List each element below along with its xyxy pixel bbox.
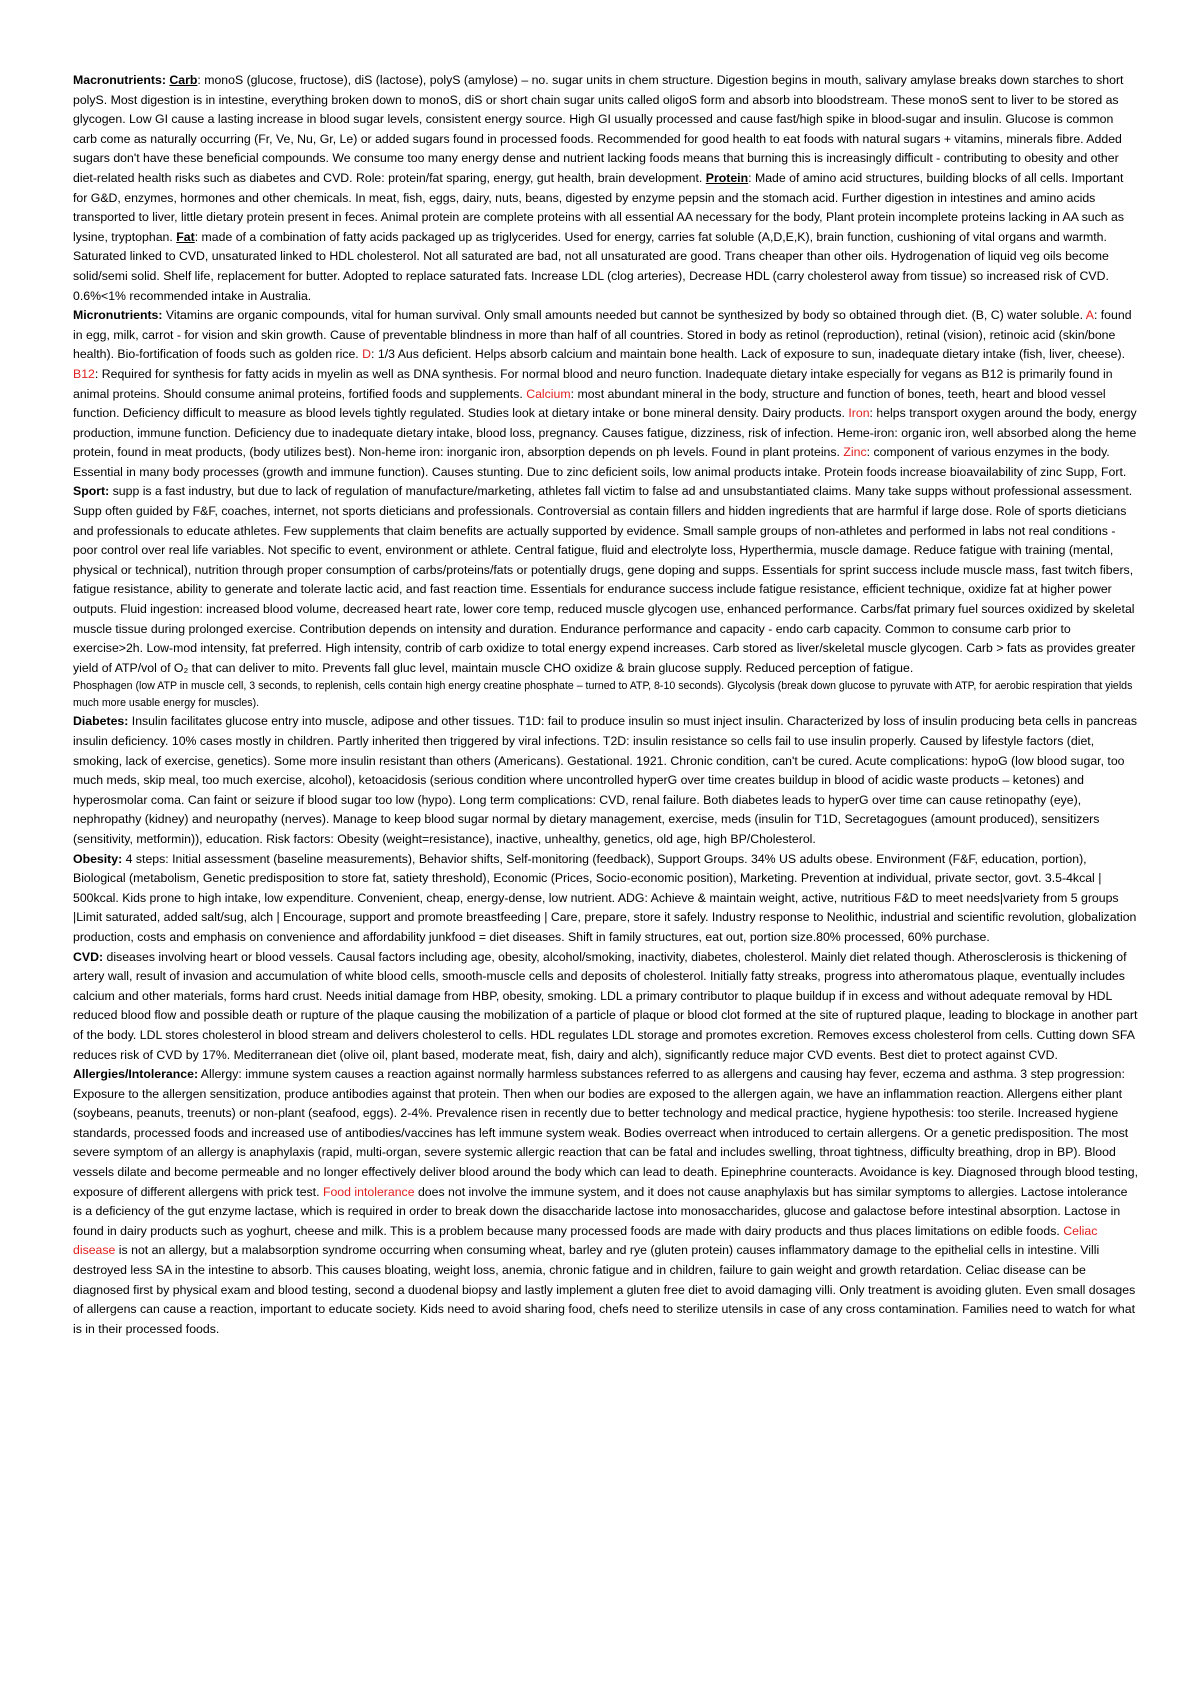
heading-obesity: Obesity:: [73, 851, 123, 866]
text-protein: : Made of amino acid structures, building blocks of all cells. Important for G&D, enzymes, hormones and other chemicals. In meat, fish, eggs, dairy, nuts, beans, digested by enzyme pepsin and the stomach acid. Further digestion in intestines and amino acids transported to liver, little dietary protein present in feces. Animal protein are complete proteins with all essential AA necessary for the body, Plant protein incomplete proteins lacking in AA such as lysine, tryptophan.: [73, 170, 1125, 244]
heading-cvd: CVD:: [73, 949, 104, 964]
section-diabetes: [73, 712, 1139, 849]
label-food-intolerance: Food intolerance: [322, 1184, 415, 1199]
text-energy-systems: Phosphagen (low ATP in muscle cell, 3 seconds, to replenish, cells contain high energy creatine phosphate – turned to ATP, 8-10 seconds). Glycolysis (break down glucose to pyruvate with ATP, for aerobic respiration that yields much more usable energy for muscles).: [73, 680, 1133, 710]
text-sport: supp is a fast industry, but due to lack of regulation of manufacture/marketing, athletes fall victim to false ad and unsubstantiated claims. Many take supps without professional assessment. Supp often guided by F&F, coaches, internet, not sports dieticians and professionals. Controversial as contain fillers and hidden ingredients that are harmful if large dose. Role of sports dieticians and professionals to educate athletes. Few supplements that claim benefits are actually supported by evidence. Small sample groups of non-athletes and performed in labs not real conditions - poor control over real life variables. Not specific to event, environment or athlete. Central fatigue, fluid and electrolyte loss, Hyperthermia, muscle damage. Reduce fatigue with training (mental, physical or technical), nutrition through proper consumption of carbs/proteins/fats or potentially drugs, gene doping and supps. Essentials for sprint success include muscle mass, fast twitch fibers, fatigue resistance, ability to generate and tolerate lactic acid, and fast reaction time. Essentials for endurance success include fatigue resistance, efficient technique, oxidize fat at higher power outputs. Fluid ingestion: increased blood volume, decreased heart rate, lower core temp, reduced muscle glycogen use, enhanced performance. Carbs/fat primary fuel sources oxidized by skeletal muscle tissue during prolonged exercise. Contribution depends on intensity and duration. Endurance performance and capacity - endo carb capacity. Common to consume carb prior to exercise>2h. Low-mod intensity, fat preferred. High intensity, contrib of carb oxidize to total energy expend increases. Carb stored as liver/skeletal muscle glycogen. Carb > fats as provides greater yield of ATP/vol of O₂ that can deliver to mito. Prevents fall gluc level, maintain muscle CHO oxidize & brain glucose supply. Reduced perception of fatigue.: [73, 484, 1136, 675]
text-vitamin-a: : found in egg, milk, carrot - for vision and skin growth. Cause of preventable blindness in more than half of all countries. Stored in body as retinol (reproduction), retinal (vision), retinoic acid (skin/bone health). Bio-fortification of foods such as golden rice.: [73, 308, 1132, 362]
section-sport-energy-systems: [73, 678, 1139, 712]
text-fat: : made of a combination of fatty acids packaged up as triglycerides. Used for energy, carries fat soluble (A,D,E,K), brain function, cushioning of vital organs and warmth. Saturated linked to CVD, unsaturated linked to HDL cholesterol. Not all saturated are bad, not all unsaturated are good. Trans cheaper than other oils. Hydrogenation of liquid veg oils become solid/semi solid. Shelf life, replacement for butter. Adopted to replace saturated fats. Increase LDL (clog arteries), Decrease HDL (carry cholesterol away from tissue) so increased risk of CVD. 0.6%<1% recommended intake in Australia.: [73, 229, 1109, 303]
label-protein: Protein: [705, 170, 749, 185]
section-sport: [73, 482, 1139, 678]
label-fat: Fat: [176, 229, 195, 244]
text-carb: : monoS (glucose, fructose), diS (lactose), polyS (amylose) – no. sugar units in chem structure. Digestion begins in mouth, salivary amylase breaks down starches to short polyS. Most digestion is in intestine, everything broken down to monoS, diS or short chain sugar units called oligoS form and absorb into bloodstream. These monoS sent to liver to be stored as glycogen. Low GI cause a lasting increase in blood sugar levels, consistent energy source. High GI usually processed and cause fast/high spike in blood-sugar and insulin. Glucose is common carb come as naturally occurring (Fr, Ve, Nu, Gr, Le) or added sugars found in processed foods. Recommended for good health to eat foods with natural sugars + vitamins, minerals fibre. Added sugars don't have these beneficial compounds. We consume too many energy dense and nutrient lacking foods means that burning this is increasingly difficult - contributing to obesity and other diet-related health risks such as diabetes and CVD. Role: protein/fat sparing, energy, gut health, brain development.: [73, 73, 1124, 185]
text-vitamin-d: : 1/3 Aus deficient. Helps absorb calcium and maintain bone health. Lack of exposure to sun, inadequate dietary intake (fish, liver, cheese).: [371, 347, 1126, 362]
text-micro-intro: Vitamins are organic compounds, vital for human survival. Only small amounts needed but cannot be synthesized by body so obtained through diet. (B, C) water soluble.: [162, 308, 1086, 323]
section-macronutrients: [73, 71, 1139, 306]
section-cvd: [73, 948, 1139, 1066]
label-b12: B12: [73, 366, 95, 381]
heading-allergies: Allergies/Intolerance:: [73, 1067, 199, 1082]
text-obesity: 4 steps: Initial assessment (baseline measurements), Behavior shifts, Self-monitoring (feedback), Support Groups. 34% US adults obese. Environment (F&F, education, portion), Biological (metabolism, Genetic predisposition to store fat, satiety threshold), Economic (Prices, Socio-economic position), Marketing. Prevention at individual, private sector, govt. 3.5-4kcal | 500kcal. Kids prone to high intake, low expenditure. Convenient, cheap, energy-dense, low nutrient. ADG: Achieve & maintain weight, active, nutritious F&D to meet needs|variety from 5 groups |Limit saturated, added salt/sug, alch | Encourage, support and promote breastfeeding | Care, prepare, store it safely. Industry response to Neolithic, industrial and scientific revolution, globalization production, costs and emphasis on convenience and affordability junkfood = diet diseases. Shift in family structures, eat out, portion size.80% processed, 60% purchase.: [73, 851, 1137, 944]
text-b12: : Required for synthesis for fatty acids in myelin as well as DNA synthesis. For normal blood and neuro function. Inadequate dietary intake especially for vegans as B12 is primarily found in animal proteins. Should consume animal proteins, fortified foods and supplements.: [73, 366, 1113, 401]
label-iron: Iron: [848, 406, 870, 421]
text-food-intolerance: does not involve the immune system, and it does not cause anaphylaxis but has similar symptoms to allergies. Lactose intolerance is a deficiency of the gut enzyme lactase, which is required in order to break down the disaccharide lactose into monosaccharides, glucose and galactose before intestinal absorption. Lactose in found in dairy products such as yoghurt, cheese and milk. This is a problem because many processed foods are made with dairy products and thus places limitations on edible foods.: [73, 1184, 1128, 1238]
label-calcium: Calcium: [526, 386, 571, 401]
section-allergies: [73, 1065, 1139, 1339]
text-celiac-disease: is not an allergy, but a malabsorption syndrome occurring when consuming wheat, barley and rye (gluten protein) causes inflammatory damage to the epithelial cells in intestine. Villi destroyed less SA in the intestine to absorb. This causes bloating, weight loss, anemia, chronic fatigue and in children, failure to gain weight and growth retardation. Celiac disease can be diagnosed first by physical exam and blood testing, second a duodenal biopsy and lastly implement a gluten free diet to avoid damaging villi. Only treatment is avoiding gluten. Even small dosages of allergens can cause a reaction, important to educate society. Kids need to avoid sharing food, chefs need to sterilize utensils in case of any cross contamination. Families need to watch for what is in their processed foods.: [73, 1243, 1136, 1336]
text-iron: : helps transport oxygen around the body, energy production, immune function. Deficiency due to inadequate dietary intake, blood loss, pregnancy. Causes fatigue, dizziness, risk of infection. Heme-iron: organic iron, well absorbed along the heme protein, found in meat products, (body utilizes best). Non-heme iron: inorganic iron, absorption depends on ph levels. Found in plant proteins.: [73, 406, 1137, 460]
label-carb: Carb: [169, 73, 198, 87]
text-zinc: : component of various enzymes in the body. Essential in many body processes (growth and immune function). Causes stunting. Due to zinc deficient soils, low animal products intake. Protein foods increase bioavailability of zinc Supp, Fort.: [73, 445, 1127, 479]
label-vitamin-a: A: [1085, 308, 1094, 323]
label-celiac-disease: Celiac disease: [73, 1223, 1098, 1258]
heading-macronutrients: Macronutrients:: [73, 73, 166, 87]
text-cvd: diseases involving heart or blood vessels. Causal factors including age, obesity, alcohol/smoking, inactivity, diabetes, cholesterol. Mainly diet related though. Atherosclerosis is thickening of artery wall, result of invasion and accumulation of white blood cells, smooth-muscle cells and deposits of cholesterol. Initially fatty streaks, progress into atheromatous plaque, eventually includes calcium and other materials, forms hard crust. Needs initial damage from HBP, obesity, smoking. LDL a primary contributor to plaque buildup if in excess and without adequate removal by HDL reduced blood flow and possible death or rupture of the plaque causing the mobilization of a particle of plaque or blood clot formed at the site of ruptured plaque, leading to blockage in another part of the body. LDL stores cholesterol in blood stream and delivers cholesterol to cells. HDL regulates LDL storage and promotes excretion. Removes excess cholesterol from cells. Cutting down SFA reduces risk of CVD by 17%. Mediterranean diet (olive oil, plant based, moderate meat, fish, dairy and alch), significantly reduce major CVD events. Best diet to protect against CVD.: [73, 949, 1138, 1062]
text-diabetes: Insulin facilitates glucose entry into muscle, adipose and other tissues. T1D: fail to produce insulin so must inject insulin. Characterized by loss of insulin producing beta cells in pancreas insulin deficiency. 10% cases mostly in children. Partly inherited then triggered by viral infections. T2D: insulin resistance so cells fail to use insulin properly. Caused by lifestyle factors (diet, smoking, lack of exercise, genetics). Some more insulin resistant than others (Americans). Gestational. 1921. Chronic condition, can't be cured. Acute complications: hypoG (low blood sugar, too much meds, skip meal, too much exercise, alcohol), ketoacidosis (serious condition where uncontrolled hyperG over time creates buildup in blood of acidic waste products – ketones) and hyperosmolar coma. Can faint or seizure if blood sugar too low (hypo). Long term complications: CVD, renal failure. Both diabetes leads to hyperG over time can cause retinopathy (eye), nephropathy (kidney) and neuropathy (nerves). Manage to keep blood sugar normal by dietary management, exercise, meds (insulin for T1D, Secretagogues (amount produced), sensitizers (sensitivity, metformin)), education. Risk factors: Obesity (weight=resistance), inactive, unhealthy, genetics, old age, high BP/Cholesterol.: [73, 714, 1138, 846]
label-vitamin-d: D: [362, 347, 372, 362]
text-calcium: : most abundant mineral in the body, structure and function of bones, teeth, heart and blood vessel function. Deficiency difficult to measure as blood levels tightly regulated. Studies look at dietary intake or bone mineral density. Dairy products.: [73, 386, 1106, 421]
section-obesity: [73, 850, 1139, 948]
label-zinc: Zinc: [843, 445, 867, 460]
heading-sport: Sport:: [73, 484, 110, 499]
heading-micronutrients: Micronutrients:: [73, 308, 163, 323]
heading-diabetes: Diabetes:: [73, 714, 129, 729]
section-micronutrients: [73, 306, 1139, 482]
text-allergies: Allergy: immune system causes a reaction against normally harmless substances referred to as allergens and causing hay fever, eczema and asthma. 3 step progression: Exposure to the allergen sensitization, produce antibodies against that protein. Then when our bodies are exposed to the allergen again, we have an inflammation reaction. Allergens either plant (soybeans, peanuts, treenuts) or non-plant (seafood, eggs). 2-4%. Prevalence risen in recently due to better technology and medical practice, hygiene hypothesis: too sterile. Increased hygiene standards, processed foods and increased use of antibodies/vaccines has left immune system weak. Bodies overreact when introduced to certain allergens. Or a genetic predisposition. The most severe symptom of an allergy is anaphylaxis (rapid, multi-organ, severe systemic allergic reaction that can be fatal and includes swelling, throat tightness, difficulty breathing, drop in BP). Blood vessels dilate and become permeable and no longer effectively deliver blood around the body which can lead to death. Epinephrine counteracts. Avoidance is key. Diagnosed through blood testing, exposure of different allergens with prick test.: [73, 1067, 1139, 1199]
notes-document: [73, 71, 1139, 1339]
